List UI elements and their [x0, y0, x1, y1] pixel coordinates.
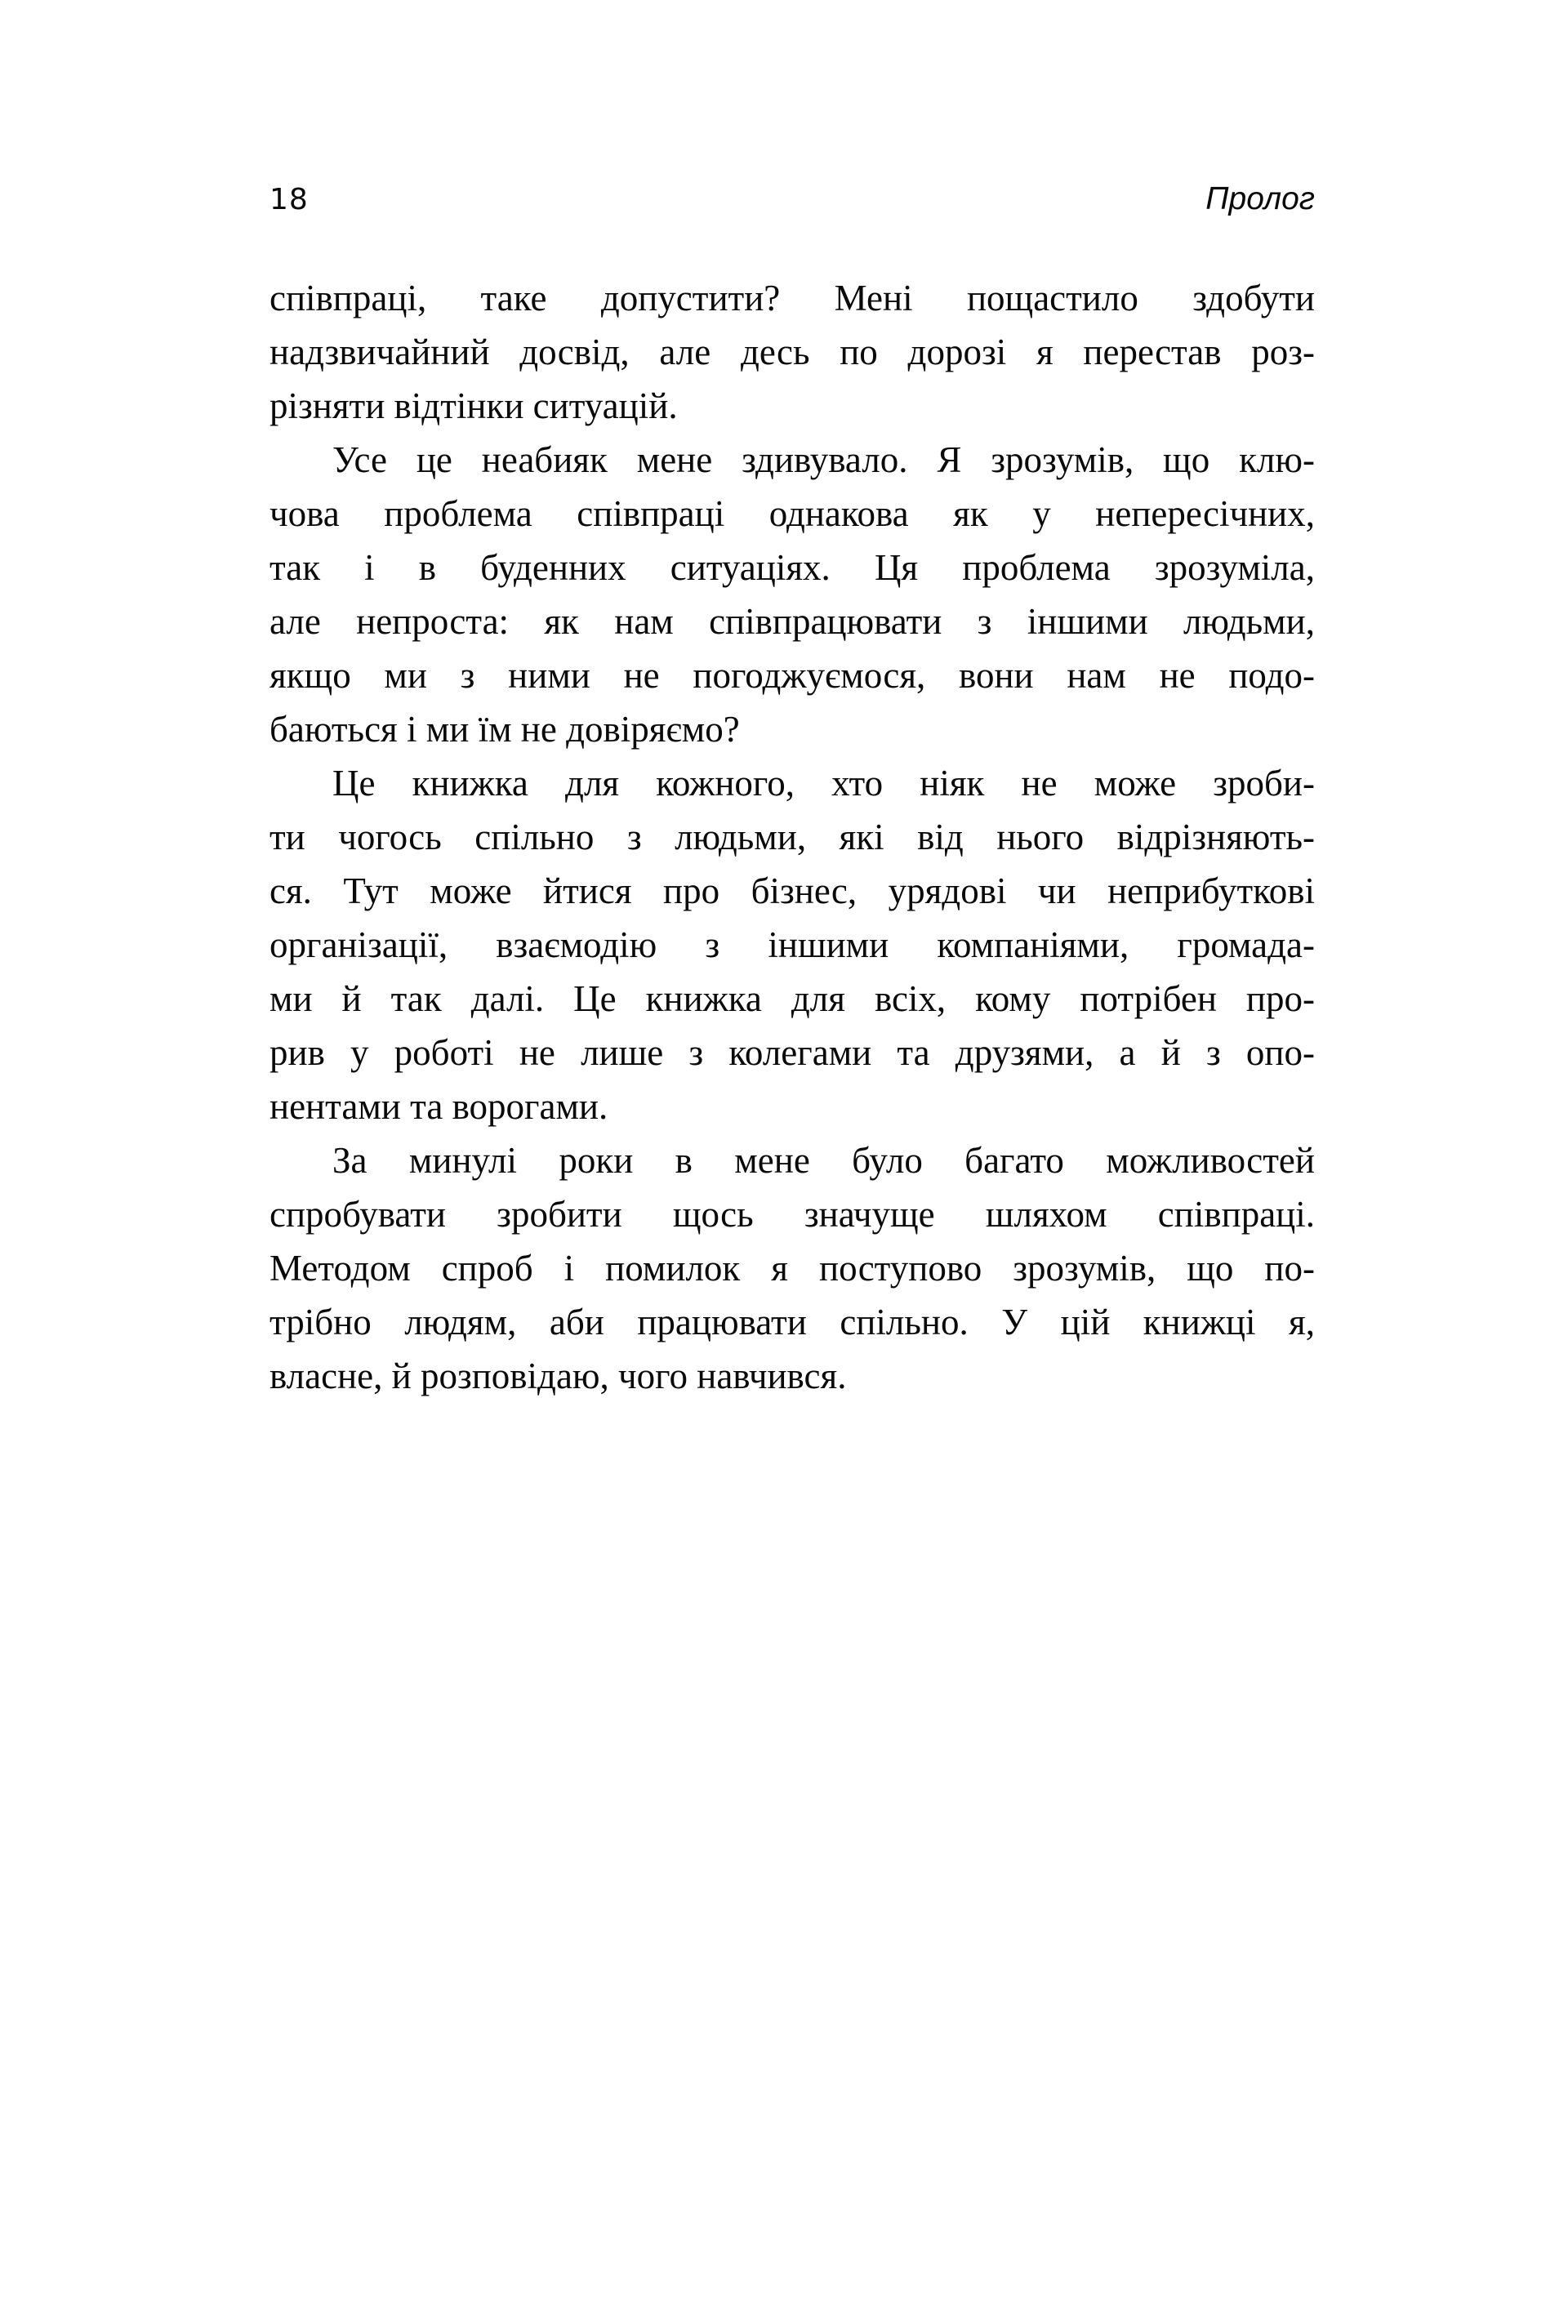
paragraph-3: [270, 756, 1315, 1133]
text-line: ти чогось спільно з людьми, які від нього відрізняють-: [270, 817, 1315, 857]
text-line: спробувати зробити щось значуще шляхом співпраці.: [270, 1194, 1315, 1235]
text-line: різняти відтінки ситуацій.: [270, 385, 678, 426]
text-line: баються і ми їм не довіряємо?: [270, 709, 740, 750]
page-number: 18: [270, 183, 309, 216]
text-line: організації, взаємодію з іншими компаніями, громада-: [270, 924, 1315, 965]
text-line: але непроста: як нам співпрацювати з іншими людьми,: [270, 601, 1315, 642]
text-line: якщо ми з ними не погоджуємося, вони нам не подо-: [270, 655, 1315, 696]
text-line: ми й так далі. Це книжка для всіх, кому потрібен про-: [270, 978, 1315, 1019]
text-line: нентами та ворогами.: [270, 1086, 608, 1127]
text-line: ся. Тут може йтися про бізнес, урядові чи неприбуткові: [270, 870, 1315, 911]
text-line: Це книжка для кожного, хто ніяк не може зроби-: [332, 763, 1315, 804]
text-line: надзвичайний досвід, але десь по дорозі я перестав роз-: [270, 332, 1315, 372]
text-line: рив у роботі не лише з колегами та друзями, а й з опо-: [270, 1032, 1315, 1073]
text-line: За минулі роки в мене було багато можливостей: [332, 1140, 1315, 1181]
paragraph-2: [270, 433, 1315, 756]
running-header: [270, 181, 1315, 217]
text-line: Методом спроб і помилок я поступово зрозумів, що по-: [270, 1248, 1315, 1289]
page-body: [270, 271, 1315, 1403]
paragraph-1: [270, 271, 1315, 433]
paragraph-4: [270, 1133, 1315, 1403]
text-line: співпраці, таке допустити? Мені пощастило здобути: [270, 278, 1315, 318]
text-line: трібно людям, аби працювати спільно. У цій книжці я,: [270, 1302, 1315, 1342]
running-title: Пролог: [1205, 181, 1315, 216]
text-line: чова проблема співпраці однакова як у непересічних,: [270, 493, 1315, 534]
text-line: так і в буденних ситуаціях. Ця проблема зрозуміла,: [270, 547, 1315, 588]
text-line: Усе це неабияк мене здивувало. Я зрозумів, що клю-: [332, 439, 1315, 480]
text-line: власне, й розповідаю, чого навчився.: [270, 1356, 847, 1396]
